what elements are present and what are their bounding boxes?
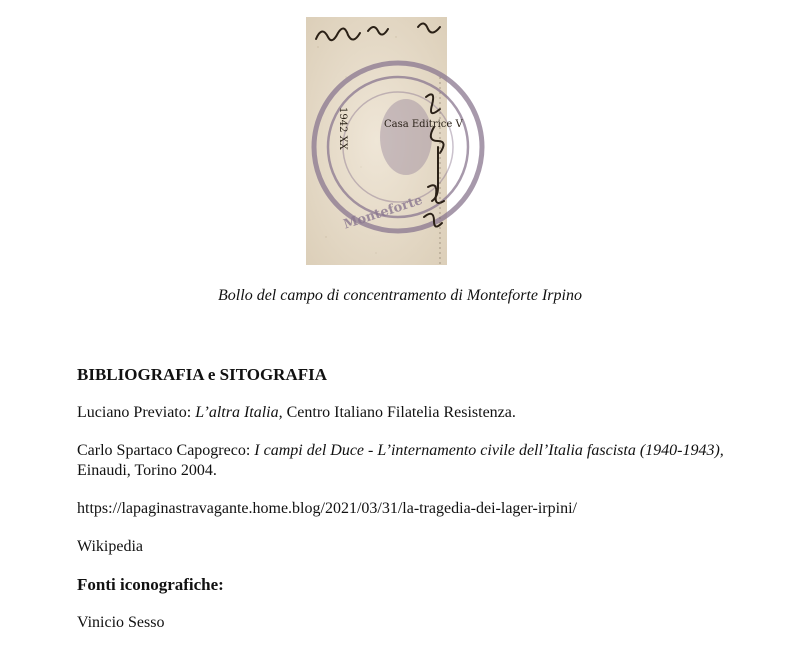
bibliography-entry-wikipedia: Wikipedia [77, 538, 143, 555]
entry-title: I campi del Duce - L’internamento civile dell’Italia fascista (1940-1943), [254, 442, 724, 459]
stamp-photo [306, 17, 463, 265]
bibliography-section [77, 365, 767, 651]
entry-author: Luciano Previato: [77, 404, 196, 421]
figure-caption: Bollo del campo di concentramento di Monteforte Irpino [218, 287, 582, 304]
stamp-date: 1942 XX [337, 107, 348, 150]
fonti-name: Vinicio Sesso [77, 614, 165, 631]
bibliography-entry-previato [77, 403, 767, 423]
entry-publisher: Einaudi, Torino 2004. [77, 462, 217, 479]
bibliography-link[interactable]: https://lapaginastravagante.home.blog/2021/03/31/la-tragedia-dei-lager-irpini/ [77, 500, 577, 517]
stamp-text: Casa Editrice V [384, 119, 463, 130]
entry-author: Carlo Spartaco Capogreco: [77, 442, 255, 459]
entry-title: L’altra Italia, [195, 404, 283, 421]
entry-publisher: Centro Italiano Filatelia Resistenza. [282, 404, 516, 421]
bibliography-entry-capogreco [77, 441, 767, 481]
bibliography-heading: BIBLIOGRAFIA e SITOGRAFIA [77, 365, 328, 384]
fonti-heading: Fonti iconografiche: [77, 575, 224, 594]
stamp-ring-text: Monteforte [341, 192, 425, 233]
